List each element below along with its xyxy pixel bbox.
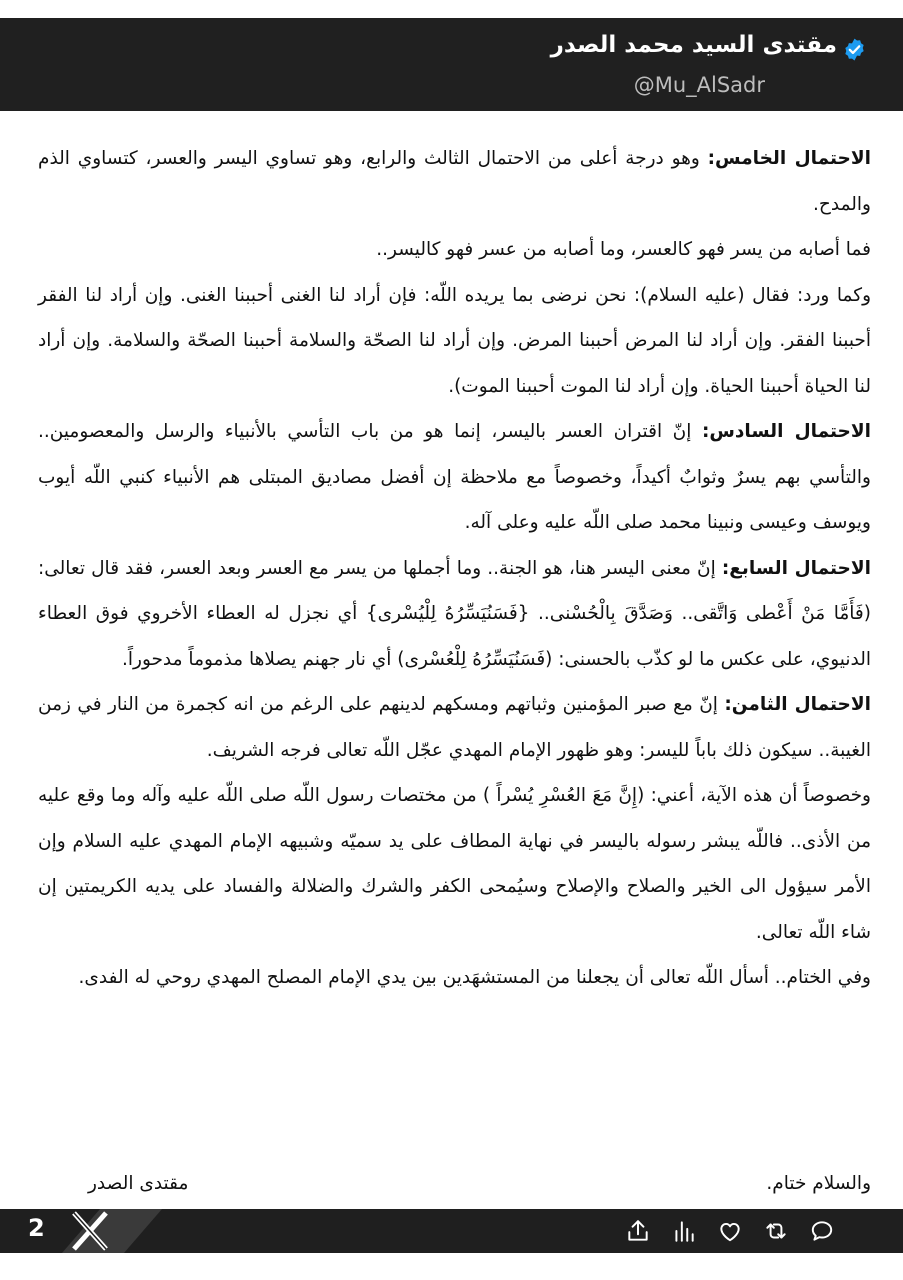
x-logo-icon <box>62 1209 162 1253</box>
account-handle[interactable]: @Mu_AlSadr <box>633 73 765 97</box>
paragraph-text: إنّ مع صبر المؤمنين وثباتهم ومسكهم لدينهم على الرغم من انه كجمرة من النار في زمن الغيبة.. سيكون ذلك باباً لليسر: وهو ظهور الإمام المهدي عجّل اللّه تعالى فرجه الشريف. <box>38 694 871 761</box>
paragraph-text: وهو درجة أعلى من الاحتمال الثالث والرابع، وهو تساوي اليسر والعسر، كتساوي الذم والمدح. <box>38 148 871 215</box>
paragraph-label: الاحتمال الثامن: <box>724 694 871 715</box>
paragraph-conclusion: وفي الختام.. أسأل اللّه تعالى أن يجعلنا من المستشهَدين بين يدي الإمام المصلح المهدي روحي له الفدى. <box>78 967 871 988</box>
tweet-footer <box>0 1209 903 1253</box>
retweet-icon[interactable] <box>763 1218 789 1244</box>
share-icon[interactable] <box>625 1218 651 1244</box>
paragraph-label: الاحتمال السابع: <box>721 557 871 579</box>
account-name[interactable]: مقتدى السيد محمد الصدر <box>550 32 837 58</box>
paragraph-label: الاحتمال السادس: <box>701 421 872 442</box>
paragraph-narration: وكما ورد: فقال (عليه السلام): نحن نرضى بما يريده اللّه: فإن أراد لنا الغنى أحببنا الغنى. وإن أراد لنا الفقر أحببنا الفقر. وإن أراد لنا المرض أحببنا المرض. وإن أراد لنا الصحّة والسلامة أحببنا الصحّة والسلامة. وإن أراد لنا الحياة أحببنا الحياة. وإن أراد لنا الموت أحببنا الموت). <box>38 284 871 397</box>
paragraph-eighth-possibility <box>38 682 871 773</box>
paragraph-text: إنّ معنى اليسر هنا، هو الجنة.. وما أجملها من يسر مع العسر وبعد العسر، فقد قال تعالى: (فَأَمَّا مَنْ أَعْطى وَاتَّقى.. وَصَدَّقَ بِالْحُسْنى.. {فَسَنُيَسِّرُهُ لِلْيُسْرى} أي نجزل له العطاء الأخروي فوق العطاء الدنيوي، على عكس ما لو كذّب بالحسنى: (فَسَنُيَسِّرُهُ لِلْعُسْرى) أي نار جهنم يصلاها مذموماً مدحوراً. <box>38 557 871 670</box>
statement-body <box>38 136 871 1001</box>
signoff <box>38 1161 871 1207</box>
page-number: 2 <box>28 1214 45 1242</box>
views-icon[interactable] <box>671 1218 697 1244</box>
paragraph-verse-note: وخصوصاً أن هذه الآية، أعني: (إِنَّ مَعَ العُسْرِ يُسْراً ) من مختصات رسول اللّه صلى اللّه عليه وآله وما وقع عليه من الأذى.. فاللّه يبشر رسوله باليسر في نهاية المطاف على يد سميّه وشبيهه الإمام المهدي عليه السلام وإن الأمر سيؤول الى الخير والصلاح والإصلاح وسيُمحى الكفر والشرك والضلالة والفساد على يديه الكريمتين إن شاء اللّه تعالى. <box>38 785 871 943</box>
verified-badge-icon <box>842 37 867 62</box>
paragraph-text: إنّ اقتران العسر باليسر، إنما هو من باب التأسي بالأنبياء والرسل والمعصومين.. والتأسي بهم يسرٌ وثوابٌ أكيداً، وخصوصاً مع ملاحظة إن أفضل مصاديق المبتلى هم الأنبياء كنبي اللّه أيوب ويوسف وعيسى ونبينا محمد صلى اللّه عليه وعلى آله. <box>38 421 871 533</box>
signature: مقتدى الصدر <box>88 1173 189 1194</box>
paragraph-seventh-possibility <box>38 546 871 683</box>
closing-text: والسلام ختام. <box>766 1173 871 1194</box>
action-bar <box>625 1209 835 1253</box>
reply-icon[interactable] <box>809 1218 835 1244</box>
tweet-header <box>0 18 903 111</box>
paragraph-sixth-possibility <box>38 409 871 546</box>
paragraph-label: الاحتمال الخامس: <box>707 148 871 169</box>
paragraph-ease-hardship: فما أصابه من يسر فهو كالعسر، وما أصابه من عسر فهو كاليسر.. <box>376 239 871 260</box>
paragraph-fifth-possibility <box>38 136 871 227</box>
like-icon[interactable] <box>717 1218 743 1244</box>
